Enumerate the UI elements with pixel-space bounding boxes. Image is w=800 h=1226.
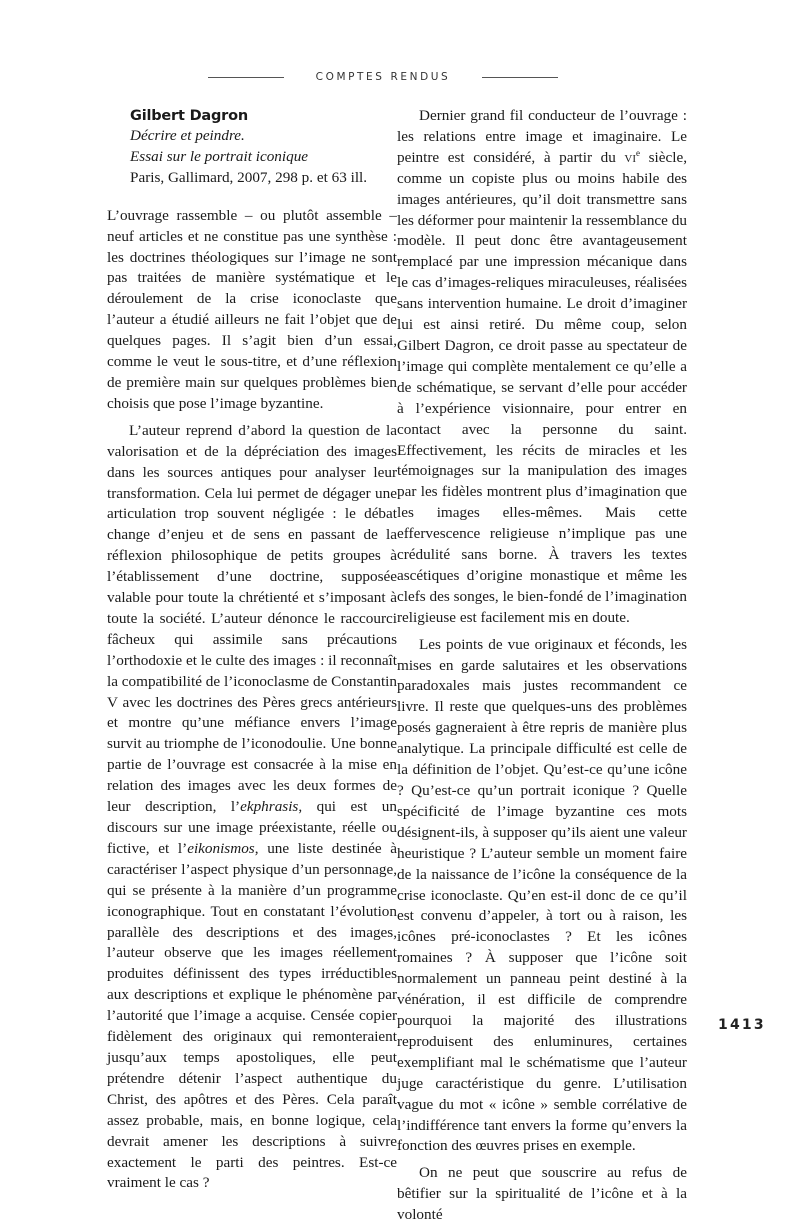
text-run: Dernier grand fil conducteur de l’ouvrage : les relations entre image et imaginaire. Le peintre est considéré, à partir du xyxy=(397,107,687,166)
text-run: siècle, comme un copiste plus ou moins habile des images antérieures, qu’il doit transmettre sans les déformer pour maintenir la ressemblance du modèle. Il peut donc être avantageusement remplacé par une impression mécanique dans le cas d’images-reliques miraculeuses, réalisées sans intervention humaine. Le droit d’imaginer lui est ainsi retiré. Du même coup, selon Gilbert Dagron, ce droit passe au spectateur de l’image qui complète mentalement ce qu’elle a de schématique, se servant d’elle pour accéder à l’expérience visionnaire, pour entrer en contact avec la personne du saint. Effectivement, les récits de miracles et les témoignages sur la manipulation des images par les fidèles montrent plus d’imagination que les images elles-mêmes. Mais cette effervescence religieuse n’implique pas une crédulité sans borne. À travers les textes ascétiques d’origine monastique et même les clefs des songes, le bien-fondé de l’imagination religieuse est facilement mis en doute. xyxy=(397,148,687,626)
page-number: 1413 xyxy=(718,1017,766,1033)
book-title: Décrire et peindre. xyxy=(130,127,245,144)
paragraph: Les points de vue originaux et féconds, les mises en garde salutaires et les observations paradoxales mais justes recommandent ce livre. Il reste que quelques-uns des problèmes posés gagneraient à être repris de manière plus analytique. La principale difficulté est celle de la définition de l’objet. Qu’est-ce qu’une icône ? Qu’est-ce qu’un portrait iconique ? Quelle spécificité de l’image byzantine ces mots désignent-ils, à supposer qu’ils aient une valeur heuristique ? L’auteur semble un moment faire de la naissance de l’icône la conséquence de la crise iconoclaste. Qu’en est-il donc de ce qu’il est convenu d’appeler, à tort ou à raison, les icônes pré-iconoclastes ? Et les icônes romaines ? À supposer que l’icône soit normalement un panneau peint destiné à la vénération, il est difficile de comprendre pourquoi la majorité des illustrations reproduisent des enluminures, certaines exemplifiant mal le schématisme que l’auteur juge caractéristique du genre. L’utilisation vague du mot « icône » semble corrélative de l’indifférence tant envers la forme qu’envers la fonction des œuvres prises en exemple. xyxy=(397,635,687,1155)
text-run: , qui est un discours sur une image préexistante, réelle ou fictive, et l’ xyxy=(107,798,397,857)
book-reference xyxy=(130,106,397,189)
header-rule-right xyxy=(482,77,558,78)
century-superscript: e xyxy=(636,147,641,158)
term-ekphrasis: ekphrasis xyxy=(240,798,299,816)
running-header xyxy=(0,68,800,88)
text-run: L’auteur reprend d’abord la question de la valorisation et de la dépréciation des images dans les sources antiques pour analyser leur transformation. Cela lui permet de dégager une articulation trop souvent négligée : le débat change d’enjeu et de sens en passant de la réflexion philosophique de petits groupes à l’établissement d’une doctrine, supposée valable pour toute la chrétienté et s’imposant à toute la société. L’auteur dénonce le raccourci fâcheux qui assimile sans précautions l’orthodoxie et le culte des images : il reconnaît la compatibilité de l’iconoclasme de Constantin V avec les doctrines des Pères grecs antérieurs et montre qu’une méfiance envers l’image survit au triomphe de l’iconodoulie. Une bonne partie de l’ouvrage est consacrée à la mise en relation des images avec les deux formes de leur description, l’ xyxy=(107,421,397,816)
right-column xyxy=(397,106,687,1226)
book-publication: Paris, Gallimard, 2007, 298 p. et 63 ill. xyxy=(130,168,368,186)
paragraph: On ne peut que souscrire au refus de bêtifier sur la spiritualité de l’icône et à la volonté xyxy=(397,1164,687,1224)
text-run: , une liste destinée à caractériser l’aspect physique d’un personnage, qui se présente à la manière d’un programme iconographique. Tout en constatant l’évolution parallèle des descriptions et des images, l’auteur observe que les images réellement produites définissent des types irréductibles aux descriptions et explique le phénomène par l’autorité que l’image a acquise. Censée copier fidèlement des originaux qui remonteraient jusqu’aux temps apostoliques, elle peut prétendre détenir l’aspect authentique du Christ, des apôtres et des Pères. Cela paraît assez probable, mais, en bonne logique, cela devrait amener les descriptions à suivre exactement le parti des peintres. Est-ce vraiment le cas ? xyxy=(107,839,397,1192)
paragraph xyxy=(397,106,687,629)
header-rule-left xyxy=(208,77,284,78)
section-title: COMPTES RENDUS xyxy=(315,71,451,83)
paragraph xyxy=(107,421,397,1195)
paragraph: L’ouvrage rassemble – ou plutôt assemble – neuf articles et ne constitue pas une synthèse : les doctrines théologiques sur l’image ne sont pas traitées de manière systématique et le déroulement de la crise iconoclaste que l’auteur a étudié ailleurs ne fait l’objet que de quelques pages. Il s’agit bien d’un essai, comme le veut le sous-titre, et d’une réflexion de première main sur quelques problèmes bien choisis que pose l’image byzantine. xyxy=(107,206,397,412)
book-subtitle: Essai sur le portrait iconique xyxy=(130,147,309,165)
left-column xyxy=(107,106,397,1194)
century-numeral: vi xyxy=(624,148,637,166)
term-eikonismos: eikonismos xyxy=(187,839,255,857)
book-author: Gilbert Dagron xyxy=(130,108,249,124)
